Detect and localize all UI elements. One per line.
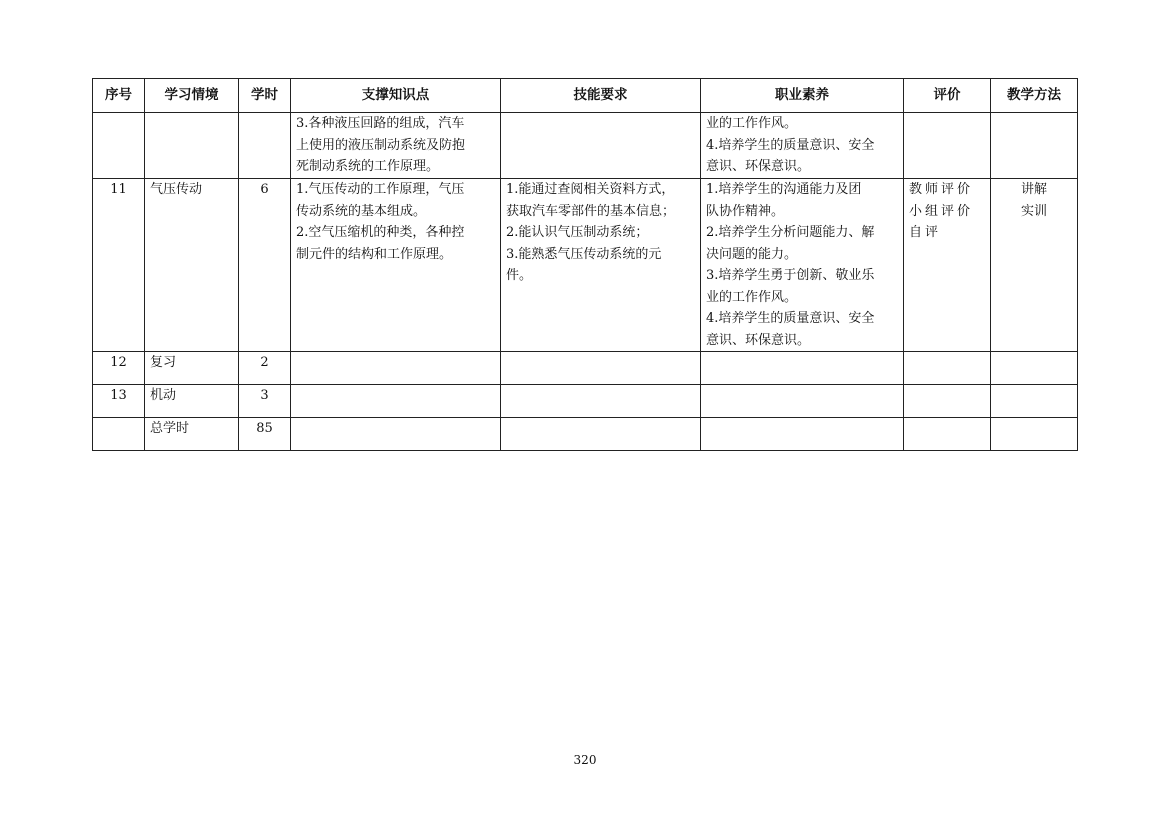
row-method <box>991 113 1078 179</box>
row-knowledge: 1.气压传动的工作原理，气压 传动系统的基本组成。 2.空气压缩机的种类，各种控 制元件的结构和工作原理。 <box>291 179 501 352</box>
row-method <box>991 418 1078 451</box>
row-quality <box>701 352 904 385</box>
header-situation: 学习情境 <box>145 79 239 113</box>
header-no: 序号 <box>93 79 145 113</box>
row-situation <box>145 113 239 179</box>
header-knowledge: 支撑知识点 <box>291 79 501 113</box>
row-method <box>991 385 1078 418</box>
row-no: 12 <box>93 352 145 385</box>
row-skills <box>501 418 701 451</box>
page-number: 320 <box>573 753 597 767</box>
row-evaluation <box>904 352 991 385</box>
row-method <box>991 352 1078 385</box>
header-quality: 职业素养 <box>701 79 904 113</box>
row-knowledge <box>291 418 501 451</box>
header-evaluation: 评价 <box>904 79 991 113</box>
table-row-11 <box>93 179 1078 352</box>
row-hours <box>239 113 291 179</box>
table-row-12 <box>93 352 1078 385</box>
row-method: 讲解 实训 <box>991 179 1078 352</box>
row-knowledge <box>291 385 501 418</box>
row-hours: 3 <box>239 385 291 418</box>
row-no <box>93 418 145 451</box>
table-row-total <box>93 418 1078 451</box>
row-evaluation <box>904 418 991 451</box>
row-hours: 85 <box>239 418 291 451</box>
row-hours: 6 <box>239 179 291 352</box>
row-evaluation <box>904 385 991 418</box>
row-skills <box>501 113 701 179</box>
row-no <box>93 113 145 179</box>
header-method: 教学方法 <box>991 79 1078 113</box>
row-situation: 总学时 <box>145 418 239 451</box>
table-row-continued <box>93 113 1078 179</box>
row-quality: 1.培养学生的沟通能力及团 队协作精神。 2.培养学生分析问题能力、解 决问题的能力。 3.培养学生勇于创新、敬业乐 业的工作作风。 4.培养学生的质量意识、安全 意识、环保意识。 <box>701 179 904 352</box>
table-header-row <box>93 79 1078 113</box>
row-evaluation <box>904 113 991 179</box>
row-quality: 业的工作作风。 4.培养学生的质量意识、安全 意识、环保意识。 <box>701 113 904 179</box>
header-hours: 学时 <box>239 79 291 113</box>
row-knowledge <box>291 352 501 385</box>
header-skills: 技能要求 <box>501 79 701 113</box>
row-evaluation: 教师评价 小组评价 自评 <box>904 179 991 352</box>
row-quality <box>701 385 904 418</box>
row-no: 13 <box>93 385 145 418</box>
row-skills: 1.能通过查阅相关资料方式， 获取汽车零部件的基本信息； 2.能认识气压制动系统； 3.能熟悉气压传动系统的元 件。 <box>501 179 701 352</box>
table-row-13 <box>93 385 1078 418</box>
row-skills <box>501 385 701 418</box>
row-skills <box>501 352 701 385</box>
row-knowledge: 3.各种液压回路的组成，汽车 上使用的液压制动系统及防抱 死制动系统的工作原理。 <box>291 113 501 179</box>
row-quality <box>701 418 904 451</box>
row-hours: 2 <box>239 352 291 385</box>
row-situation: 复习 <box>145 352 239 385</box>
row-situation: 机动 <box>145 385 239 418</box>
row-no: 11 <box>93 179 145 352</box>
row-situation: 气压传动 <box>145 179 239 352</box>
course-table <box>92 78 1078 451</box>
